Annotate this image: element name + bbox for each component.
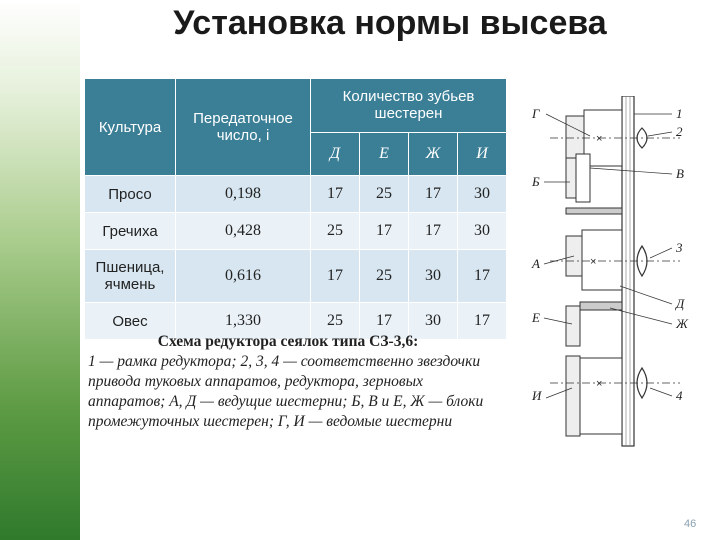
cell-zh: 30	[409, 250, 458, 303]
svg-text:×: ×	[596, 133, 603, 145]
label-e: Е	[532, 310, 540, 325]
caption-body: 1 — рамка редуктора; 2, 3, 4 — соответственно звездочки привода туковых аппаратов, редуктора, зерновых аппаратов; А, Д — ведущие шестерни; Б, В и Е, Ж — блоки промежуточных шестерен; Г, И — ведомые шестерни	[88, 353, 484, 430]
label-b: Б	[532, 174, 540, 189]
gear-b	[566, 158, 576, 198]
label-a: А	[532, 256, 540, 271]
cell-zh: 17	[409, 176, 458, 213]
cell-crop: Просо	[85, 176, 176, 213]
cell-d: 17	[311, 176, 360, 213]
page-title: Установка нормы высева	[173, 4, 607, 42]
label-zh: Ж	[676, 316, 688, 331]
gearbox-diagram	[530, 96, 700, 456]
label-4: 4	[676, 388, 683, 403]
cell-i: 30	[458, 176, 507, 213]
cell-e: 25	[360, 250, 409, 303]
header-gear-e: Е	[360, 132, 409, 175]
header-ratio: Передаточное число, i	[176, 79, 311, 176]
cell-e: 17	[360, 213, 409, 250]
cell-i: 17	[458, 250, 507, 303]
label-g: Г	[532, 106, 540, 121]
seeding-rate-table	[84, 78, 507, 340]
cell-ratio: 1,330	[176, 303, 311, 340]
cell-zh: 17	[409, 213, 458, 250]
cell-crop: Гречиха	[85, 213, 176, 250]
header-gear-d: Д	[311, 132, 360, 175]
decorative-sidebar	[0, 0, 80, 540]
cell-i: 17	[458, 303, 507, 340]
gear-v	[576, 154, 590, 202]
label-i: И	[532, 388, 542, 403]
page-number: 46	[684, 518, 697, 530]
table-row	[85, 176, 507, 213]
gear-e	[566, 306, 580, 346]
header-crop: Культура	[85, 79, 176, 176]
gear-i	[566, 356, 580, 436]
header-teeth: Количество зубьев шестерен	[311, 79, 507, 133]
svg-text:×: ×	[596, 378, 603, 390]
cell-e: 25	[360, 176, 409, 213]
cell-crop: Овес	[85, 303, 176, 340]
svg-text:×: ×	[590, 256, 597, 268]
cell-ratio: 0,428	[176, 213, 311, 250]
label-3: 3	[676, 240, 683, 255]
cell-d: 25	[311, 303, 360, 340]
header-gear-i: И	[458, 132, 507, 175]
cell-crop: Пшеница, ячмень	[85, 250, 176, 303]
figure-caption	[88, 332, 488, 432]
cell-d: 17	[311, 250, 360, 303]
header-gear-zh: Ж	[409, 132, 458, 175]
label-v: В	[676, 166, 684, 181]
cell-ratio: 0,616	[176, 250, 311, 303]
table-row	[85, 213, 507, 250]
cell-e: 17	[360, 303, 409, 340]
cell-zh: 30	[409, 303, 458, 340]
label-1: 1	[676, 106, 683, 121]
cell-ratio: 0,198	[176, 176, 311, 213]
reducer-frame	[622, 96, 634, 446]
gear-d	[582, 230, 622, 290]
gear-zh	[580, 302, 622, 310]
cell-d: 25	[311, 213, 360, 250]
cell-i: 30	[458, 213, 507, 250]
label-2: 2	[676, 124, 683, 139]
label-d: Д	[676, 296, 685, 311]
caption-title: Схема редуктора сеялок типа СЗ-3,6:	[157, 333, 419, 350]
table-row	[85, 250, 507, 303]
